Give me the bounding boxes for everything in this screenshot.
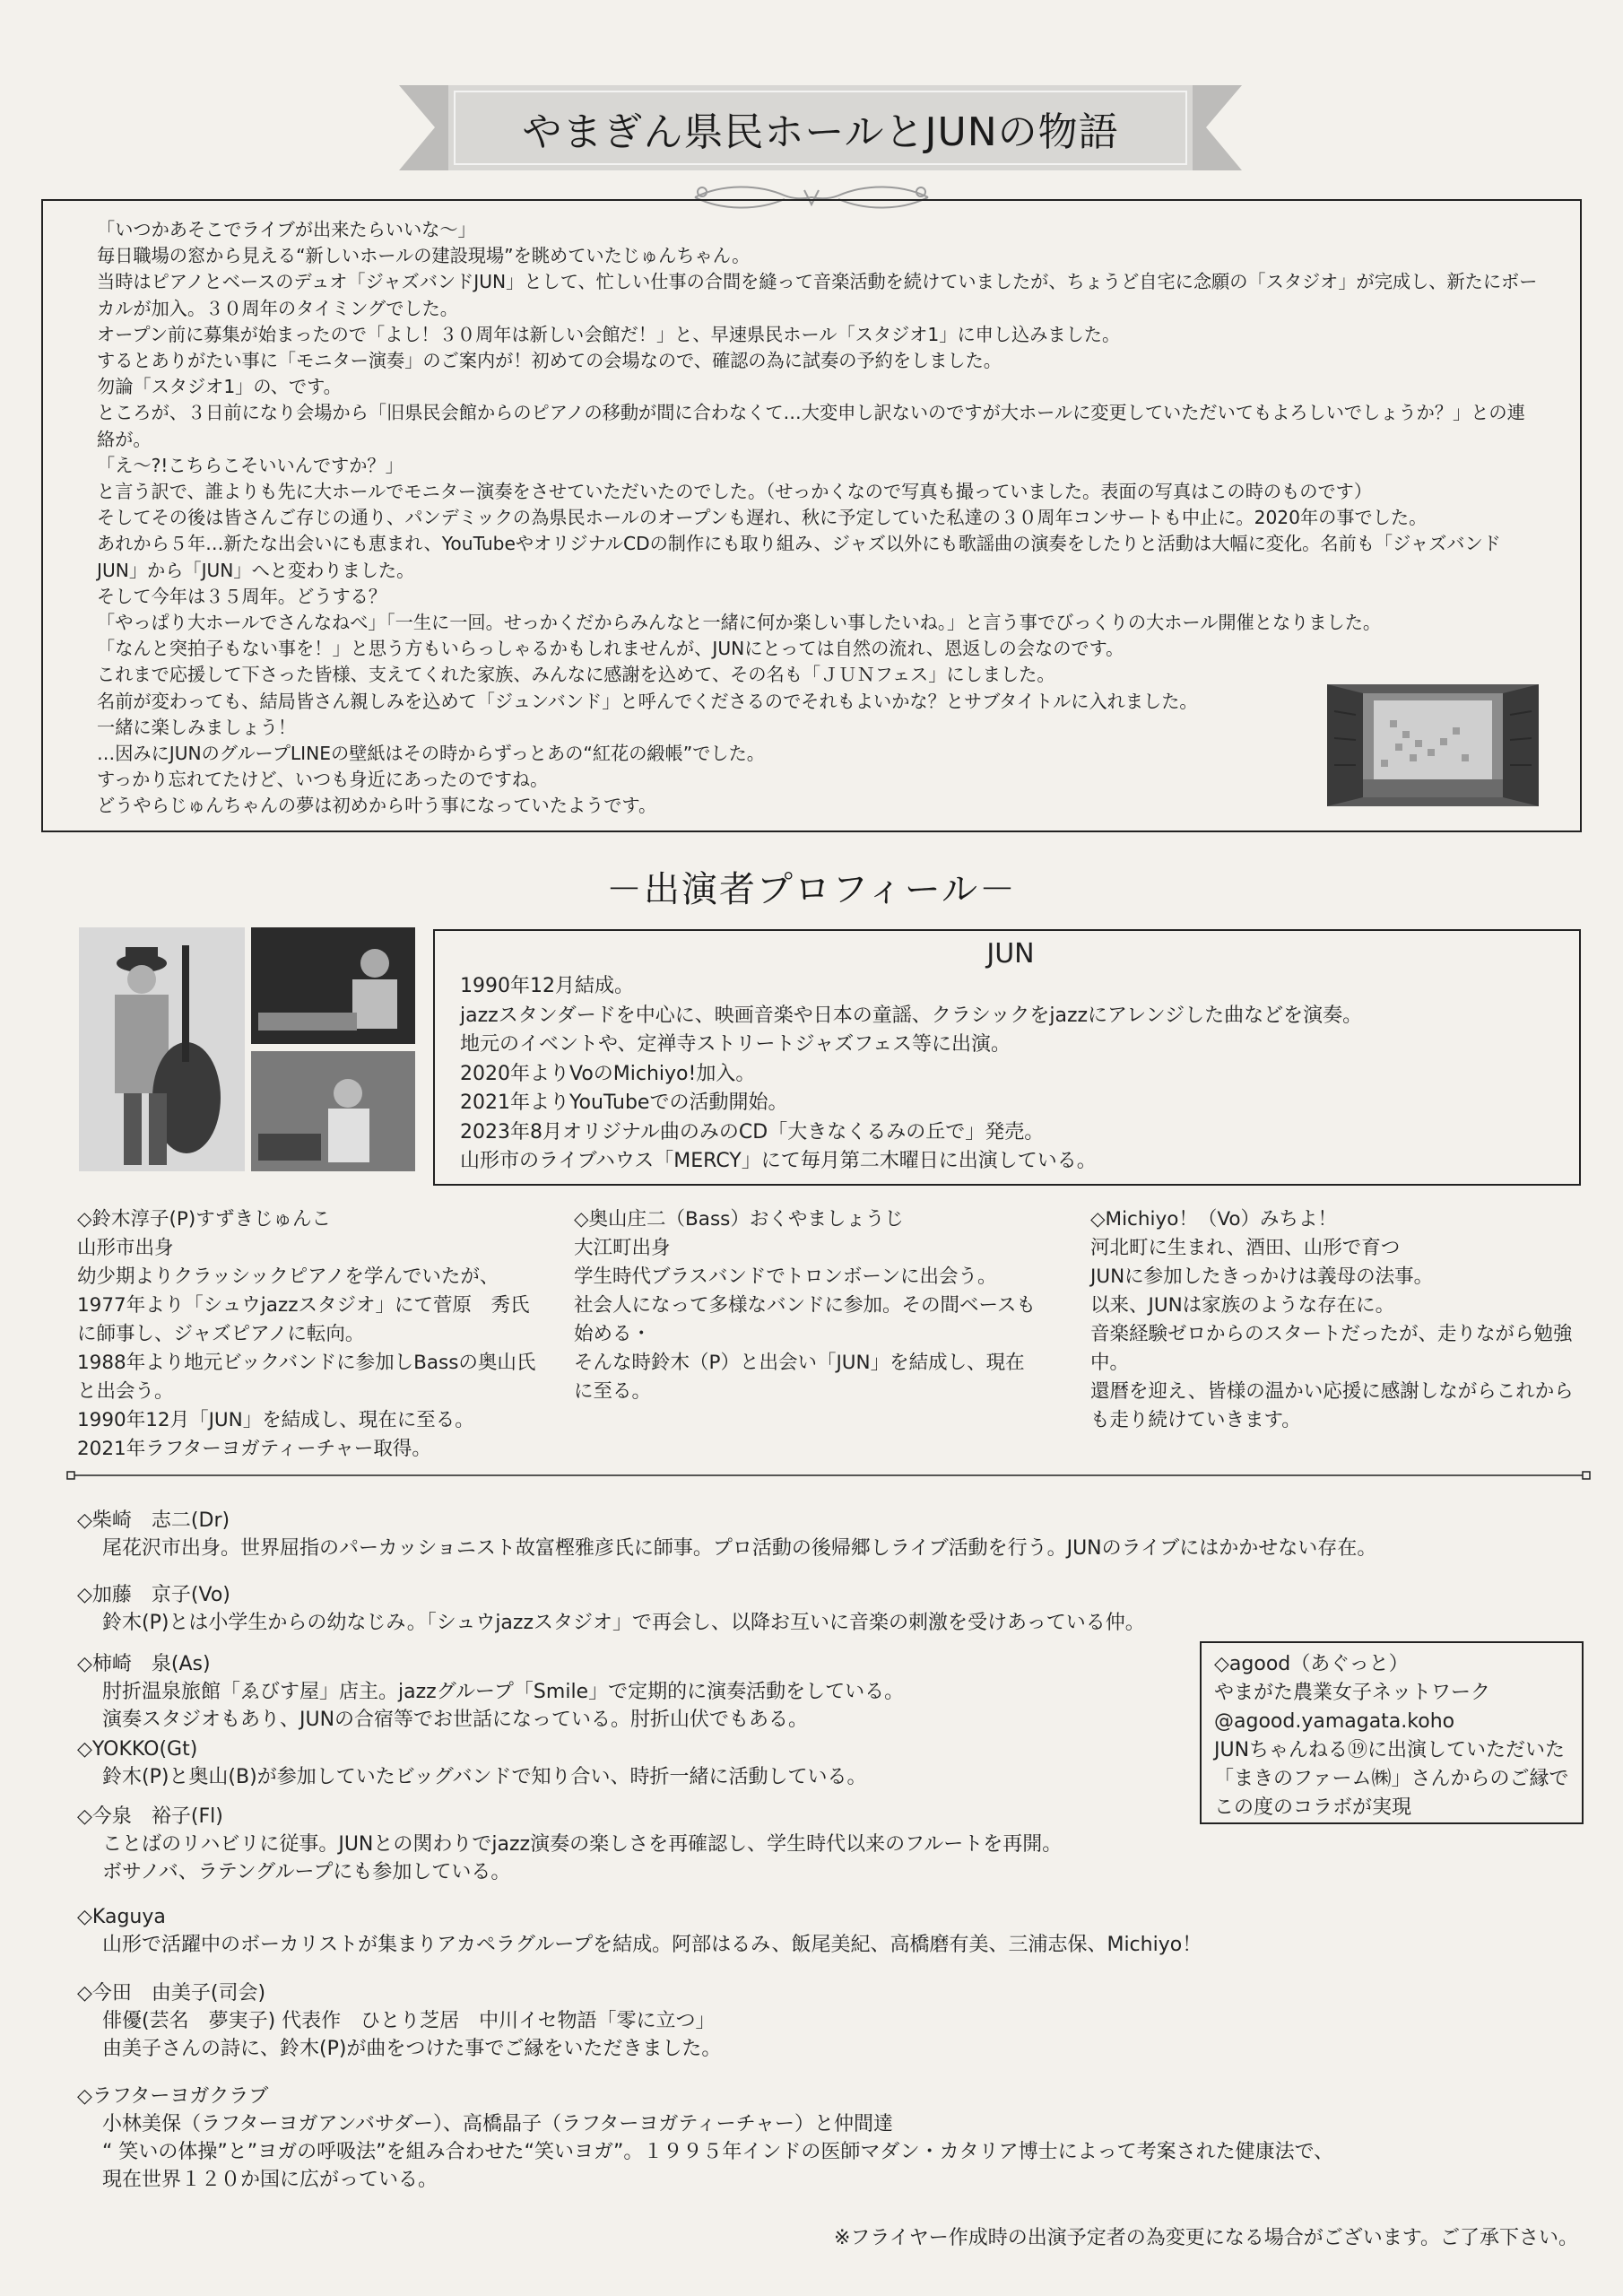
story-line: 「いつかあそこでライブが出来たらいいな〜」 bbox=[97, 219, 476, 240]
guest-heading: ◇柿崎 泉(As) bbox=[77, 1653, 211, 1675]
guest-line: 鈴木(P)とは小学生からの幼なじみ。「シュウjazzスタジオ」で再会し、以降お互いに音楽の刺激を受けあっている仲。 bbox=[102, 1612, 1145, 1634]
story-line: 勿論「スタジオ1」の、です。 bbox=[97, 376, 342, 398]
guest-shibasaki bbox=[77, 1507, 1601, 1562]
jun-line: 2020年よりVoのMichiyo!加入。 bbox=[460, 1062, 756, 1085]
member-line: 2021年ラフターヨガティーチャー取得。 bbox=[77, 1438, 431, 1460]
member-line: 大江町出身 bbox=[574, 1237, 671, 1259]
story-line: ところが、３日前になり会場から「旧県民会館からのピアノの移動が間に合わなくて…大変申し訳ないのですが大ホールに変更していただいてもよろしいでしょうか？」との連絡が。 bbox=[97, 402, 1525, 450]
guest-line: “ 笑いの体操”と”ヨガの呼吸法”を組み合わせた“笑いヨガ”。１９９５年インドの医師マダン・カタリア博士によって考案された健康法で、 bbox=[102, 2141, 1334, 2163]
member-line: 学生時代ブラスバンドでトロンボーンに出会う。 bbox=[574, 1265, 997, 1288]
footnote: ※フライヤー作成時の出演予定者の為変更になる場合がございます。ご了承下さい。 bbox=[833, 2227, 1578, 2249]
jun-line: 2021年よりYouTubeでの活動開始。 bbox=[460, 1091, 788, 1114]
guest-heading: ◇ラフターヨガクラブ bbox=[77, 2085, 269, 2108]
jun-line: jazzスタンダードを中心に、映画音楽や日本の童謡、クラシックをjazzにアレンジした曲などを演奏。 bbox=[460, 1004, 1363, 1027]
guest-line: 俳優(芸名 夢実子) 代表作 ひとり芝居 中川イセ物語「零に立つ」 bbox=[102, 2010, 716, 2032]
member-line: 幼少期よりクラッシックピアノを学んでいたが、1977年より「シュウjazzスタジオ」にて菅原 秀氏に師事し、ジャズピアノに転向。 bbox=[77, 1265, 530, 1345]
story-line: これまで応援して下さった皆様、支えてくれた家族、みんなに感謝を込めて、その名も「ＪＵＮフェス」にしました。 bbox=[97, 664, 1055, 686]
guest-laughter-yoga bbox=[77, 2083, 1601, 2194]
member-line: 以来、JUNは家族のような存在に。 bbox=[1090, 1294, 1395, 1317]
guest-imaizumi bbox=[77, 1803, 1225, 1886]
guest-line: 演奏スタジオもあり、JUNの合宿等でお世話になっている。肘折山伏でもある。 bbox=[102, 1709, 809, 1731]
member-line: 社会人になって多様なバンドに参加。その間ベースも始める・ bbox=[574, 1294, 1036, 1345]
band-name: JUN bbox=[986, 938, 1035, 970]
story-line: オープン前に募集が始まったので「よし！３０周年は新しい会館だ！」と、早速県民ホール「スタジオ1」に申し込みました。 bbox=[97, 323, 1121, 345]
member-heading: ◇Michiyo！（Vo）みちよ！ bbox=[1090, 1208, 1338, 1231]
guest-heading: ◇今田 由美子(司会) bbox=[77, 1982, 266, 2005]
member-line: 1988年より地元ビックバンドに参加しBassの奥山氏と出会う。 bbox=[77, 1352, 536, 1403]
guest-line: 尾花沢市出身。世界屈指のパーカッショニスト故富樫雅彦氏に師事。プロ活動の後帰郷しライブ活動を行う。JUNのライブにはかかせない存在。 bbox=[102, 1537, 1377, 1560]
member-line: 音楽経験ゼロからのスタートだったが、走りながら勉強中。 bbox=[1090, 1323, 1573, 1374]
member-line: 還暦を迎え、皆様の温かい応援に感謝しながらこれからも走り続けていきます。 bbox=[1090, 1380, 1574, 1431]
member-heading: ◇鈴木淳子(P)すずきじゅんこ bbox=[77, 1208, 331, 1231]
story-line: …因みにJUNのグループLINEの壁紙はその時からずっとあの“紅花の緞帳”でした。 bbox=[97, 743, 765, 765]
guest-line: 由美子さんの詩に、鈴木(P)が曲をつけた事でご縁をいただきました。 bbox=[102, 2038, 722, 2060]
hall-stage-photo bbox=[1327, 684, 1539, 806]
guest-kato bbox=[77, 1581, 1601, 1637]
member-heading: ◇奥山庄二（Bass）おくやましょうじ bbox=[574, 1208, 904, 1231]
guest-line: ことばのリハビリに従事。JUNとの関わりでjazz演奏の楽しさを再確認し、学生時代以来のフルートを再開。 bbox=[102, 1833, 1063, 1856]
guest-imada bbox=[77, 1979, 1601, 2063]
profile-heading: －出演者プロフィール－ bbox=[606, 869, 1017, 910]
guest-heading: ◇柴崎 志二(Dr) bbox=[77, 1509, 230, 1532]
agood-line: ◇agood（あぐっと） bbox=[1214, 1653, 1409, 1675]
story-line: どうやらじゅんちゃんの夢は初めから叶う事になっていたようです。 bbox=[97, 795, 657, 817]
section-divider bbox=[66, 1469, 1591, 1482]
jun-line: 2023年8月オリジナル曲のみのCD「大きなくるみの丘で」発売。 bbox=[460, 1120, 1045, 1144]
guest-heading: ◇加藤 京子(Vo) bbox=[77, 1584, 230, 1606]
page-title: やまぎん県民ホールとJUNの物語 bbox=[522, 109, 1119, 155]
story-line: 一緒に楽しみましょう！ bbox=[97, 716, 297, 738]
jun-line: 山形市のライブハウス「MERCY」にて毎月第二木曜日に出演している。 bbox=[460, 1150, 1097, 1172]
story-line: あれから５年…新たな出会いにも恵まれ、YouTubeやオリジナルCDの制作にも取り組み、ジャズ以外にも歌謡曲の演奏をしたりと活動は大幅に変化。名前も「ジャズバンドJUN」から「JUN」へと変わりました。 bbox=[97, 533, 1501, 581]
guest-line: 肘折温泉旅館「ゑびす屋」店主。jazzグループ「Smile」で定期的に演奏活動をしている。 bbox=[102, 1681, 905, 1703]
story-line: そして今年は３５周年。どうする？ bbox=[97, 585, 387, 607]
band-photo-collage bbox=[79, 927, 415, 1171]
story-line: 「なんと突拍子もない事を！」と思う方もいらっしゃるかもしれませんが、JUNにとっては自然の流れ、恩返しの会なのです。 bbox=[97, 638, 1124, 660]
story-line: するとありがたい事に「モニター演奏」のご案内が！初めての会場なので、確認の為に試奏の予約をしました。 bbox=[97, 350, 1002, 372]
guest-heading: ◇YOKKO(Gt) bbox=[77, 1738, 198, 1761]
story-line: 「やっぱり大ホールでさんなねべ」「一生に一回。せっかくだからみんなと一緒に何か楽しい事したいね。」と言う事でびっくりの大ホール開催となりました。 bbox=[97, 612, 1382, 634]
guest-heading: ◇今泉 裕子(Fl) bbox=[77, 1805, 223, 1828]
member-profile-suzuki bbox=[77, 1205, 543, 1464]
story-line: 当時はピアノとベースのデュオ「ジャズバンドJUN」として、忙しい仕事の合間を縫って音楽活動を続けていましたが、ちょうど自宅に念願の「スタジオ」が完成し、新たにボーカルが加入。３０周年のタイミングでした。 bbox=[97, 271, 1538, 319]
member-profile-okuyama bbox=[574, 1205, 1040, 1406]
guest-yokko bbox=[77, 1735, 1189, 1791]
agood-line: JUNちゃんねる⑲に出演していただいた「まきのファーム㈱」さんからのご縁でこの度のコラボが実現 bbox=[1214, 1739, 1569, 1819]
member-line: 1990年12月「JUN」を結成し、現在に至る。 bbox=[77, 1409, 474, 1431]
guest-heading: ◇Kaguya bbox=[77, 1906, 166, 1928]
agood-line: @agood.yamagata.koho bbox=[1214, 1710, 1455, 1733]
jun-line: 1990年12月結成。 bbox=[460, 975, 634, 997]
story-line: 「え〜?!こちらこそいいんですか？」 bbox=[97, 454, 404, 476]
guest-line: 小林美保（ラフターヨガアンバサダー）、高橋晶子（ラフターヨガティーチャー）と仲間達 bbox=[102, 2113, 893, 2135]
member-line: JUNに参加したきっかけは義母の法事。 bbox=[1090, 1265, 1434, 1288]
title-banner bbox=[399, 85, 1242, 170]
guest-kakizaki bbox=[77, 1650, 1189, 1734]
guest-line: 山形で活躍中のボーカリストが集まりアカペラグループを結成。阿部はるみ、飯尾美紀、高橋磨有美、三浦志保、Michiyo！ bbox=[102, 1934, 1202, 1956]
story-line: そしてその後は皆さんご存じの通り、パンデミックの為県民ホールのオープンも遅れ、秋に予定していた私達の３０周年コンサートも中止に。2020年の事でした。 bbox=[97, 507, 1428, 529]
guest-line: ボサノバ、ラテングループにも参加している。 bbox=[102, 1861, 511, 1883]
member-profile-michiyo bbox=[1090, 1205, 1584, 1435]
member-line: そんな時鈴木（P）と出会い「JUN」を結成し、現在に至る。 bbox=[574, 1352, 1025, 1403]
story-line: と言う訳で、誰よりも先に大ホールでモニター演奏をさせていただいたのでした。（せっかくなので写真も撮っていました。表面の写真はこの時のものです） bbox=[97, 481, 1373, 503]
agood-box bbox=[1200, 1641, 1584, 1824]
story-line: すっかり忘れてたけど、いつも身近にあったのですね。 bbox=[97, 769, 549, 791]
jun-line: 地元のイベントや、定禅寺ストリートジャズフェス等に出演。 bbox=[460, 1033, 1011, 1056]
guest-kaguya bbox=[77, 1903, 1601, 1959]
guest-line: 鈴木(P)と奥山(B)が参加していたビッグバンドで知り合い、時折一緒に活動している。 bbox=[102, 1766, 867, 1788]
member-line: 河北町に生まれ、酒田、山形で育つ bbox=[1090, 1237, 1401, 1259]
story-line: 名前が変わっても、結局皆さん親しみを込めて「ジュンバンド」と呼んでくださるのでそれもよいかな？とサブタイトルに入れました。 bbox=[97, 690, 1198, 712]
agood-line: やまがた農業女子ネットワーク bbox=[1214, 1682, 1491, 1704]
story-line: 毎日職場の窓から見える“新しいホールの建設現場”を眺めていたじゅんちゃん。 bbox=[97, 245, 751, 267]
member-line: 山形市出身 bbox=[77, 1237, 174, 1259]
guest-line: 現在世界１２０か国に広がっている。 bbox=[102, 2169, 438, 2191]
jun-profile-box bbox=[433, 929, 1581, 1186]
